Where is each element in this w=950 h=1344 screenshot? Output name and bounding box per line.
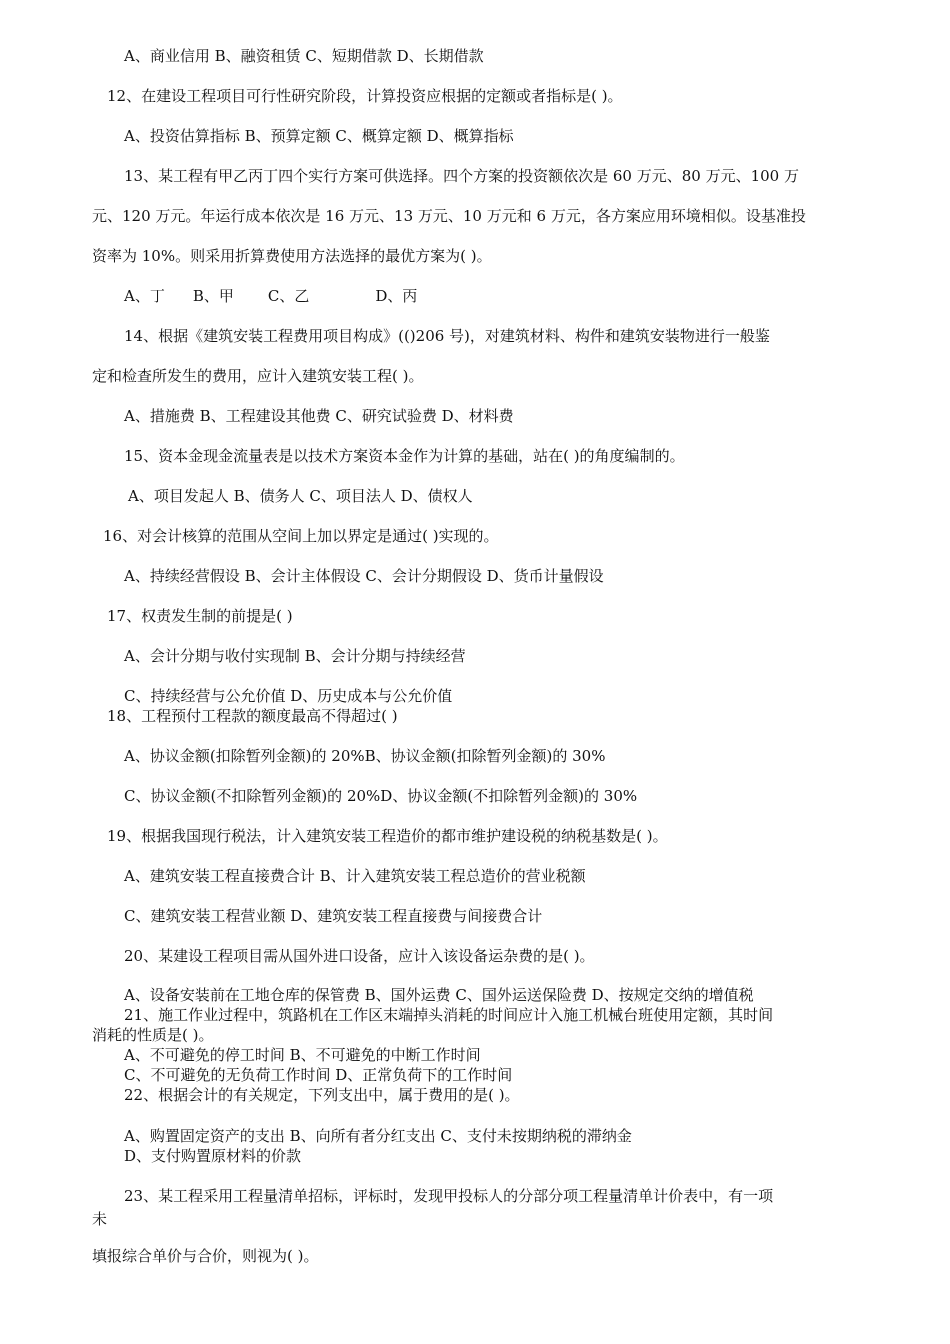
q13-option-a: A、丁 [124, 287, 165, 305]
q22-options-abc: A、购置固定资产的支出 B、向所有者分红支出 C、支付未按期纳税的滞纳金 [124, 1127, 632, 1145]
q17-options-ab: A、会计分期与收付实现制 B、会计分期与持续经营 [124, 647, 466, 665]
q16-stem: 16、对会计核算的范围从空间上加以界定是通过( )实现的。 [103, 527, 499, 545]
q17-options-cd: C、持续经营与公允价值 D、历史成本与公允价值 [124, 687, 453, 705]
q13-stem-line2: 元、120 万元。年运行成本依次是 16 万元、13 万元、10 万元和 6 万元，各方案应用环境相似。设基准投 [92, 207, 806, 225]
q18-stem: 18、工程预付工程款的额度最高不得超过( ) [107, 707, 398, 725]
q18-options-ab: A、协议金额(扣除暂列金额)的 20%B、协议金额(扣除暂列金额)的 30% [124, 747, 606, 765]
q19-options-cd: C、建筑安装工程营业额 D、建筑安装工程直接费与间接费合计 [124, 907, 543, 925]
q15-stem: 15、资本金现金流量表是以技术方案资本金作为计算的基础，站在( )的角度编制的。 [124, 447, 685, 465]
q13-option-b: B、甲 [192, 287, 234, 305]
q13-options [124, 287, 417, 305]
q23-stem-line2: 未 [92, 1210, 108, 1228]
q21-stem-line1: 21、施工作业过程中，筑路机在工作区末端掉头消耗的时间应计入施工机械台班使用定额，其时间 [124, 1006, 774, 1024]
q15-options: A、项目发起人 B、债务人 C、项目法人 D、债权人 [128, 487, 473, 505]
q14-stem-line1: 14、根据《建筑安装工程费用项目构成》(()206 号)，对建筑材料、构件和建筑安装物进行一般鉴 [124, 327, 770, 345]
q16-options: A、持续经营假设 B、会计主体假设 C、会计分期假设 D、货币计量假设 [124, 567, 604, 585]
q12-options: A、投资估算指标 B、预算定额 C、概算定额 D、概算指标 [124, 127, 514, 145]
q22-stem: 22、根据会计的有关规定，下列支出中，属于费用的是( )。 [124, 1086, 520, 1104]
q20-options: A、设备安装前在工地仓库的保管费 B、国外运费 C、国外运送保险费 D、按规定交纳的增值税 [124, 986, 754, 1004]
q20-stem: 20、某建设工程项目需从国外进口设备，应计入该设备运杂费的是( )。 [124, 947, 595, 965]
q13-stem-line3: 资率为 10%。则采用折算费使用方法选择的最优方案为( )。 [92, 247, 492, 265]
q23-stem-line1: 23、某工程采用工程量清单招标，评标时，发现甲投标人的分部分项工程量清单计价表中，有一项 [124, 1187, 774, 1205]
q14-options: A、措施费 B、工程建设其他费 C、研究试验费 D、材料费 [124, 407, 514, 425]
q21-options-ab: A、不可避免的停工时间 B、不可避免的中断工作时间 [124, 1046, 481, 1064]
q13-option-c: C、乙 [267, 287, 310, 305]
q13-stem-line1: 13、某工程有甲乙丙丁四个实行方案可供选择。四个方案的投资额依次是 60 万元、80 万元、100 万 [124, 167, 799, 185]
q22-option-d: D、支付购置原材料的价款 [124, 1147, 302, 1165]
q11-options: A、商业信用 B、融资租赁 C、短期借款 D、长期借款 [124, 47, 484, 65]
q17-stem: 17、权责发生制的前提是( ) [107, 607, 293, 625]
q21-stem-line2: 消耗的性质是( )。 [92, 1026, 214, 1044]
q13-option-d: D、丙 [375, 287, 418, 305]
q19-options-ab: A、建筑安装工程直接费合计 B、计入建筑安装工程总造价的营业税额 [124, 867, 586, 885]
q23-stem-line3: 填报综合单价与合价，则视为( )。 [92, 1247, 319, 1265]
q14-stem-line2: 定和检查所发生的费用，应计入建筑安装工程( )。 [92, 367, 424, 385]
q12-stem: 12、在建设工程项目可行性研究阶段，计算投资应根据的定额或者指标是( )。 [107, 87, 623, 105]
q21-options-cd: C、不可避免的无负荷工作时间 D、正常负荷下的工作时间 [124, 1066, 513, 1084]
q19-stem: 19、根据我国现行税法，计入建筑安装工程造价的都市维护建设税的纳税基数是( )。 [107, 827, 668, 845]
q18-options-cd: C、协议金额(不扣除暂列金额)的 20%D、协议金额(不扣除暂列金额)的 30% [124, 787, 638, 805]
